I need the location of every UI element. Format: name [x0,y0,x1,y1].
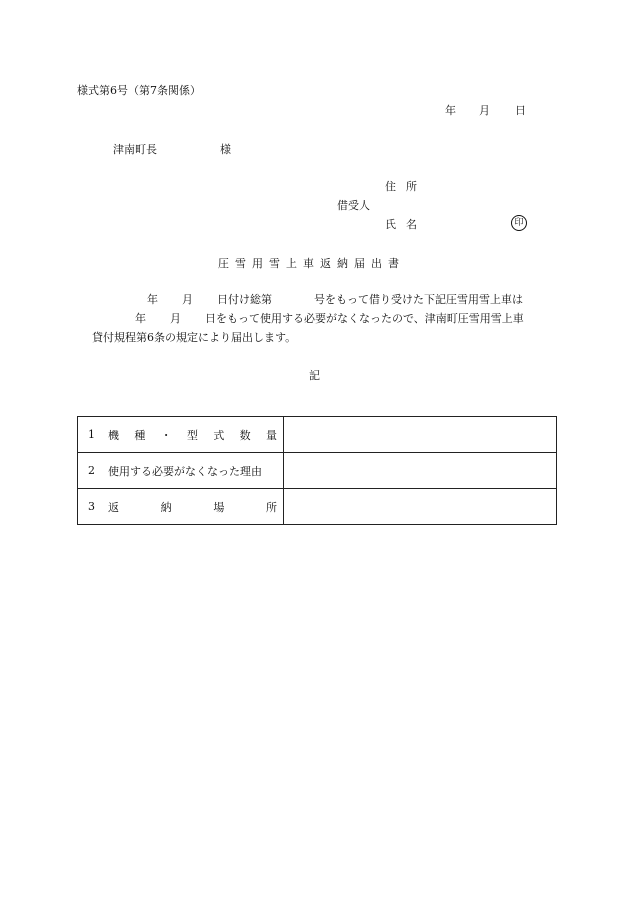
row-label-cell [78,453,284,489]
borrower-label: 借受人 [337,199,370,212]
row-label-cell [78,417,284,453]
label-char: 納 [160,500,172,514]
body-line1-month: 月 [182,293,193,306]
body-line-1 [147,293,523,307]
table-row [78,417,557,453]
row-value-cell[interactable] [284,489,557,525]
body-line2-rest: 日をもって使用する必要がなくなったので、津南町圧雪用雪上車 [205,312,524,325]
table-row [78,453,557,489]
body-line1-rest: 号をもって借り受けた下記圧雪用雪上車は [314,293,523,306]
body-line2-month: 月 [170,312,181,325]
name-label: 氏名 [385,218,427,231]
label-char: 返 [108,500,119,514]
date-month-label: 月 [479,104,490,117]
ki-heading: 記 [309,369,320,382]
address-label: 住所 [385,180,427,193]
row-label: 使用する必要がなくなった理由 [108,464,262,478]
label-char: 型 [186,428,198,442]
label-char: 式 [213,428,225,442]
items-table [77,416,557,525]
row-label-cell [78,489,284,525]
row-value-cell[interactable] [284,417,557,453]
body-line-2 [135,312,524,326]
row-number: 1 [88,428,95,441]
row-value-cell[interactable] [284,453,557,489]
label-char: 所 [265,500,277,514]
row-number: 3 [88,500,95,513]
label-char: 種 [134,428,146,442]
table-row [78,489,557,525]
date-day-label: 日 [515,104,526,117]
addressee-name: 津南町長 [113,143,157,156]
document-title: 圧雪用雪上車返納届出書 [218,257,405,270]
label-char: ・ [160,428,172,442]
body-line1-year: 年 [147,293,158,306]
label-char: 機 [108,428,119,442]
label-char: 量 [265,428,277,442]
body-line2-year: 年 [135,312,146,325]
date-year-label: 年 [445,104,456,117]
body-line1-date-text: 日付け総第 [217,293,272,306]
seal-icon: 印 [511,215,527,231]
date-line [445,104,526,118]
body-line-3: 貸付規程第6条の規定により届出します。 [92,331,297,344]
row-label [108,499,277,515]
addressee-honorific: 様 [220,143,231,156]
row-label [108,427,277,443]
label-char: 数 [239,428,251,442]
form-number: 様式第6号（第7条関係） [77,84,201,97]
label-char: 場 [213,500,225,514]
row-number: 2 [88,464,95,477]
